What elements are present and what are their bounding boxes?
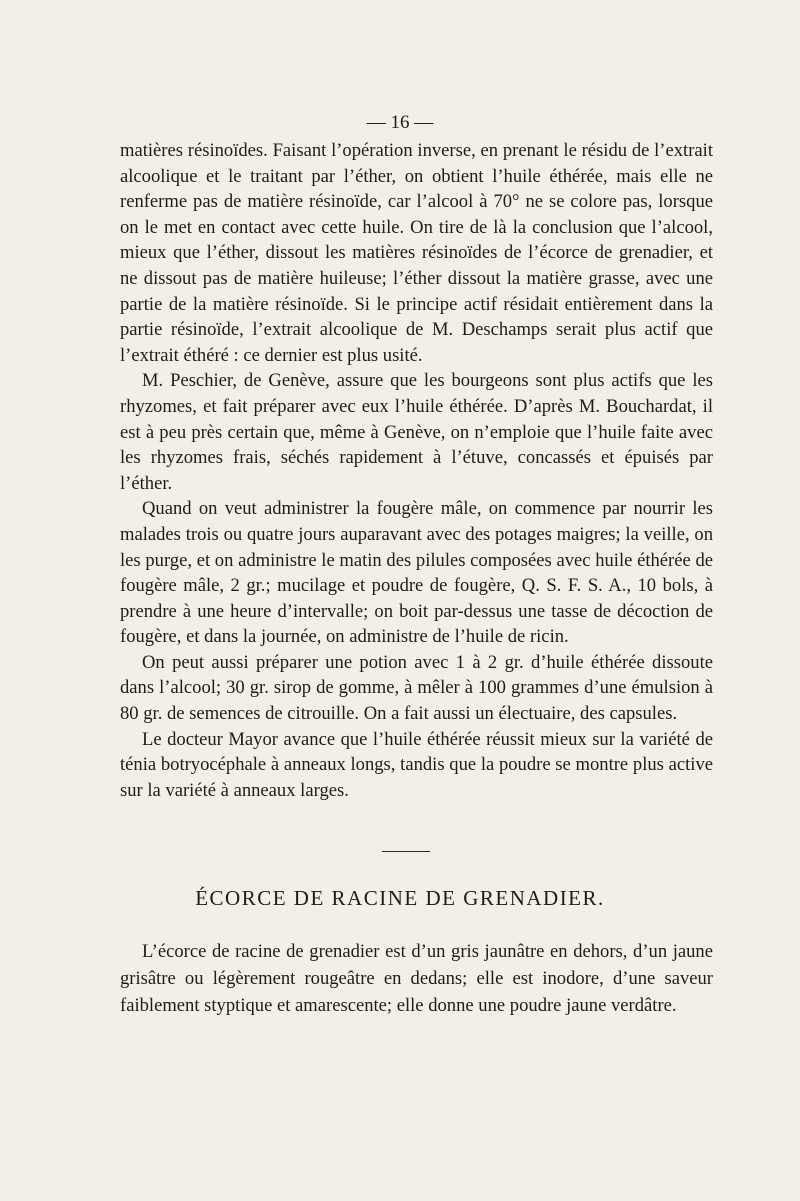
paragraph-4: On peut aussi préparer une potion avec 1 à 2 gr. d’huile éthérée dissoute dans l’alcool; 30 gr. sirop de gomme, à mêler à 100 grammes d’une émulsion à 80 gr. de semences de citrouille. On a fait aussi un électuaire, des capsules. [120,651,713,725]
paragraph-5: Le docteur Mayor avance que l’huile éthérée réussit mieux sur la variété de ténia botryocéphale à anneaux longs, tandis que la poudre se montre plus active sur la variété à anneaux larges. [120,728,713,801]
section-title: ÉCORCE DE RACINE DE GRENADIER. [195,886,605,910]
section-paragraph: L’écorce de racine de grenadier est d’un gris jaunâtre en dehors, d’un jaune grisâtre ou légèrement rougeâtre en dedans; elle est inodore, d’une saveur faiblement styptique et amarescente; elle donne une poudre jaune verdâtre. [120,941,713,1016]
paragraph-1: matières résinoïdes. Faisant l’opération inverse, en prenant le résidu de l’extrait alcoolique et le traitant par l’éther, on obtient l’huile éthérée, mais elle ne renferme pas de matière résinoïde, car l’alcool à 70° ne se colore pas, lorsque on le met en contact avec cette huile. On tire de là la conclusion que l’alcool, mieux que l’éther, dissout les matières résinoïdes de l’écorce de grenadier, et ne dissout pas de matière huileuse; l’éther dissout la matière grasse, avec une partie de la matière résinoïde. Si le principe actif résidait entièrement dans la partie résinoïde, l’extrait alcoolique de M. Deschamps serait plus actif que l’extrait éthéré : ce dernier est plus usité. [120,140,713,366]
paragraph-2: M. Peschier, de Genève, assure que les bourgeons sont plus actifs que les rhyzomes, et fait préparer avec eux l’huile éthérée. D’après M. Bouchardat, il est à peu près certain que, même à Genève, on n’emploie que l’huile faite avec les rhyzomes frais, séchés rapidement à l’étuve, concassés et épuisés par l’éther. [120,370,713,494]
section-divider [382,851,430,852]
paragraph-3: Quand on veut administrer la fougère mâle, on commence par nourrir les malades trois ou quatre jours auparavant avec des potages maigres; la veille, on les purge, et on administre le matin des pilules composées avec huile éthérée de fougère mâle, 2 gr.; mucilage et poudre de fougère, Q. S. F. S. A., 10 bols, à prendre à une heure d’intervalle; on boit par-dessus une tasse de décoction de fougère, et dans la journée, on administre de l’huile de ricin. [120,498,713,648]
section-text [120,938,713,1019]
page-number: — 16 — [366,112,434,133]
body-text [120,138,713,803]
